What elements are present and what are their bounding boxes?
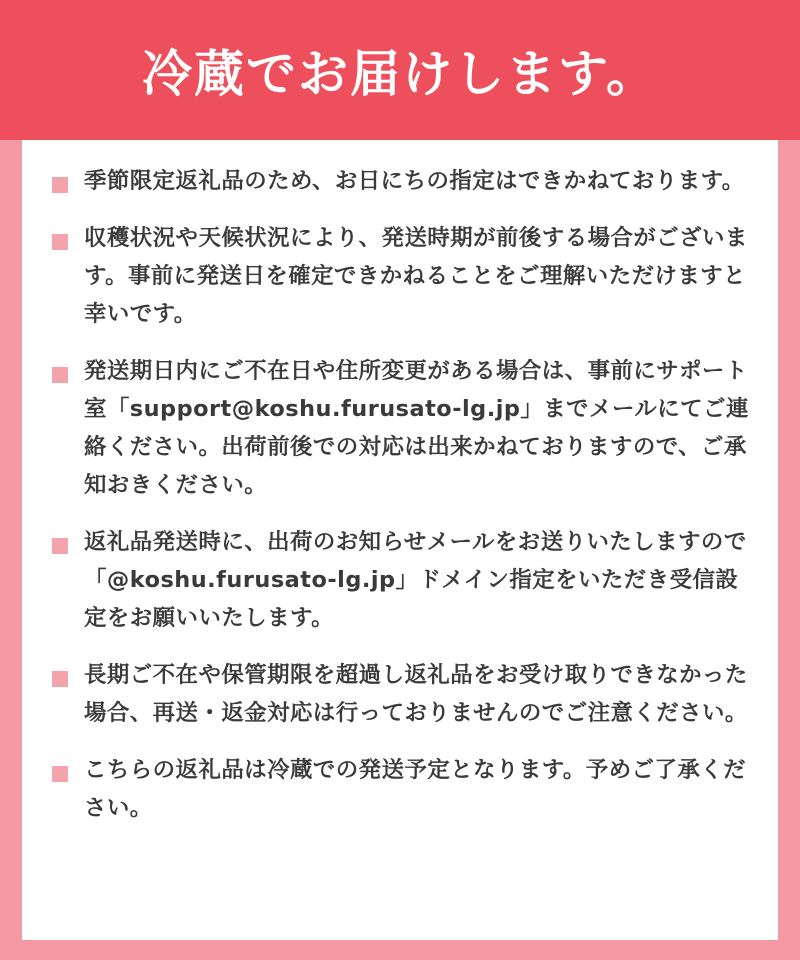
notice-item <box>52 162 750 200</box>
notice-text: 収穫状況や天候状況により、発送時期が前後する場合がございます。事前に発送日を確定できかねることをご理解いただけますと幸いです。 <box>84 225 748 327</box>
notice-item <box>52 751 750 827</box>
square-bullet-icon <box>52 234 68 250</box>
notice-text: 長期ご不在や保管期限を超過し返礼品をお受け取りできなかった場合、再送・返金対応は行っておりませんのでご注意ください。 <box>84 662 748 726</box>
header-banner <box>0 0 800 140</box>
notice-text: 季節限定返礼品のため、お日にちの指定はできかねております。 <box>84 168 745 194</box>
notice-text: こちらの返礼品は冷蔵での発送予定となります。予めご了承ください。 <box>84 757 747 821</box>
square-bullet-icon <box>52 671 68 687</box>
square-bullet-icon <box>52 538 68 554</box>
notice-text: 返礼品発送時に、出荷のお知らせメールをお送りいたしますので「@koshu.furusato-lg.jp」ドメイン指定をいただき受信設定をお願いいたします。 <box>84 529 747 631</box>
notice-item <box>52 352 750 504</box>
notice-text: 発送期日内にご不在日や住所変更がある場合は、事前にサポート室「support@koshu.furusato-lg.jp」までメールにてご連絡ください。出荷前後での対応は出来かねておりますので、ご承知おきください。 <box>84 358 749 498</box>
square-bullet-icon <box>52 367 68 383</box>
notice-item <box>52 219 750 333</box>
notice-item <box>52 523 750 637</box>
notice-item <box>52 656 750 732</box>
square-bullet-icon <box>52 766 68 782</box>
notice-card <box>22 140 778 940</box>
square-bullet-icon <box>52 177 68 193</box>
page-title: 冷蔵でお届けします。 <box>142 44 658 103</box>
